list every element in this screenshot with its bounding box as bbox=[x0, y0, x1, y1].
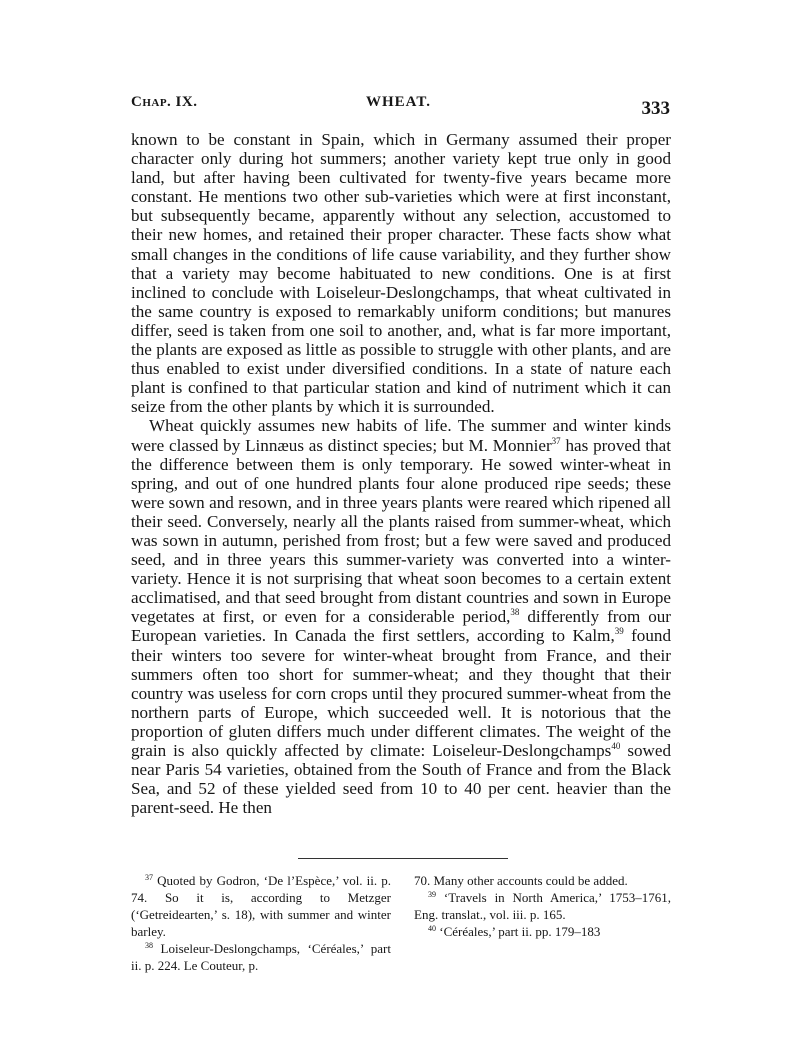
footnote-divider bbox=[298, 858, 508, 859]
footnote-38 bbox=[131, 940, 391, 974]
footnote-text: Quoted by Godron, ‘De l’Espèce,’ vol. ii. p. 74. So it is, according to Metzger (‘Getreidearten,’ s. 18), with summer and winter barley. bbox=[131, 873, 391, 939]
footnote-40 bbox=[414, 923, 671, 940]
page-number: 333 bbox=[641, 98, 670, 119]
text-run: differently from our European varieties. In Canada the first settlers, according to Kalm, bbox=[131, 607, 671, 646]
footnote-39 bbox=[414, 889, 671, 923]
text-run: has proved that the difference between them is only temporary. He sowed winter-wheat in spring, and out of one hundred plants four alone produced ripe seeds; these were sown and resown, and in three years plants were reared which ripened all their seed. Conversely, nearly all the plants raised from summer-wheat, which was sown in autumn, perished from frost; but a few were saved and produced seed, and in three years this summer-variety was converted into a winter-variety. Hence it is not surprising that wheat soon becomes to a certain extent acclimatised, and that seed brought from distant countries and sown in Europe vegetates at first, or even for a considerable period, bbox=[131, 435, 671, 627]
footnotes-left-column bbox=[131, 872, 391, 974]
text-run: found their winters too severe for winter-wheat brought from France, and their summers often too short for summer-wheat; and they thought that their country was useless for corn crops until they procured summer-wheat from the northern parts of Europe, which succeeded well. It is notorious that the proportion of gluten differs much under different climates. The weight of the grain is also quickly affected by climate: Loiseleur-Deslongchamps bbox=[131, 626, 671, 760]
running-title: WHEAT. bbox=[366, 94, 432, 110]
footnote-text: Loiseleur-Deslongchamps, ‘Céréales,’ part ii. p. 224. Le Couteur, p. bbox=[131, 941, 391, 973]
paragraph-2 bbox=[131, 416, 671, 817]
footnote-37 bbox=[131, 872, 391, 940]
footnote-mark: 37 bbox=[145, 873, 153, 882]
footnote-ref-39: 39 bbox=[614, 626, 624, 637]
text-run: Wheat quickly assumes new habits of life. The summer and winter kinds were classed by Linnæus as distinct species; but M. Monnier bbox=[131, 416, 671, 455]
chapter-label: Chap. IX. bbox=[131, 94, 198, 110]
footnotes-right-column bbox=[414, 872, 671, 940]
footnote-ref-38: 38 bbox=[510, 607, 520, 618]
footnote-mark: 40 bbox=[428, 924, 436, 933]
main-text bbox=[131, 130, 671, 817]
footnote-ref-37: 37 bbox=[551, 435, 561, 446]
footnote-38-continued: 70. Many other accounts could be added. bbox=[414, 873, 628, 888]
footnote-mark: 39 bbox=[428, 890, 436, 899]
footnote-ref-40: 40 bbox=[611, 741, 621, 751]
footnote-text: ‘Céréales,’ part ii. pp. 179–183 bbox=[436, 924, 601, 939]
footnote-mark: 38 bbox=[145, 941, 153, 950]
text-run: sowed near Paris 54 varieties, obtained from the South of France and from the Black Sea, and 52 of these yielded seed from 10 to 40 per cent. heavier than the parent-seed. He then bbox=[131, 741, 671, 818]
footnote-text: ‘Travels in North America,’ 1753–1761, Eng. translat., vol. iii. p. 165. bbox=[414, 890, 671, 922]
paragraph-1: known to be constant in Spain, which in Germany assumed their proper character only during hot summers; another variety kept true only in good land, but after having been cultivated for twenty-five years became more constant. He mentions two other sub-varieties which were at first inconstant, but subsequently became, apparently without any selection, accustomed to their new homes, and retained their proper character. These facts show what small changes in the conditions of life cause variability, and they further show that a variety may become habituated to new conditions. One is at first inclined to conclude with Loiseleur-Deslongchamps, that wheat cultivated in the same country is exposed to remarkably uniform conditions; but manures differ, seed is taken from one soil to another, and, what is far more important, the plants are exposed as little as possible to struggle with other plants, and are thus enabled to exist under diversified conditions. In a state of nature each plant is confined to that particular station and kind of nutriment which it can seize from the other plants by which it is surrounded. bbox=[131, 130, 671, 417]
running-header bbox=[131, 94, 670, 120]
